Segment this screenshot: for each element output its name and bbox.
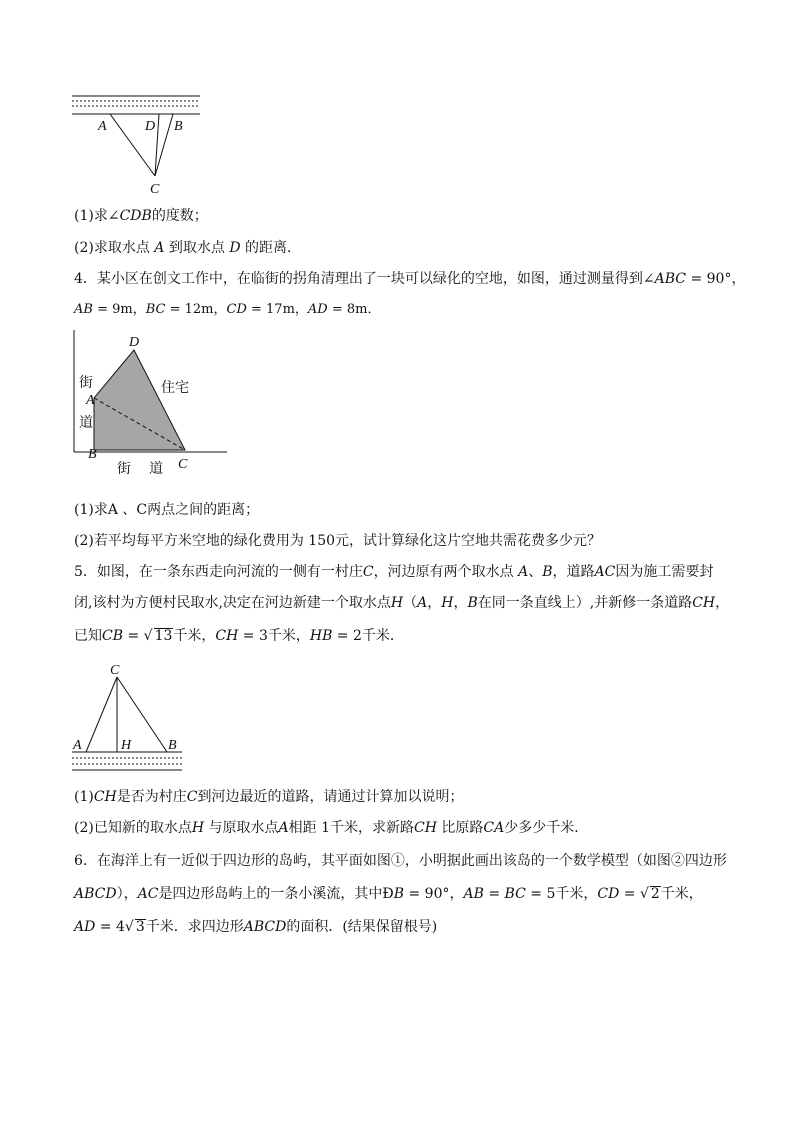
q5-line1: 5．如图，在一条东西走向河流的一侧有一村庄C，河边原有两个取水点 A、B，道路AC因为施工需要封 — [74, 564, 714, 580]
segment-DC — [155, 114, 159, 176]
street-label-vertical-1: 街 — [79, 375, 93, 391]
q5-part2: (2)已知新的取水点H 与原取水点A相距 1千米，求新路CH 比原路CA少多少千米． — [74, 820, 589, 836]
segment-BC — [155, 114, 173, 176]
label-B: B — [174, 119, 183, 134]
figure-quadrilateral — [70, 330, 235, 480]
label-A: A — [98, 119, 107, 134]
label-A: A — [73, 738, 82, 753]
q5-line3: 已知CB = √ 13千米，CH = 3千米，HB = 2千米． — [74, 628, 404, 644]
label-A: A — [86, 393, 95, 408]
q4-line2: AB = 9m，BC = 12m，CD = 17m，AD = 8m． — [74, 302, 381, 317]
label-B: B — [88, 447, 97, 462]
label-D: D — [145, 119, 156, 134]
label-H: H — [121, 738, 132, 753]
figure-river-1 — [70, 92, 205, 202]
green-area — [94, 350, 185, 450]
street-label-horizontal-1: 街 — [117, 461, 131, 477]
q4-line1: 4．某小区在创文工作中，在临街的拐角清理出了一块可以绿化的空地，如图，通过测量得到∠ABC = 90°， — [74, 271, 746, 287]
label-C: C — [178, 457, 188, 472]
q3-part1: (1)求∠CDB的度数； — [74, 208, 208, 224]
q5-line2: 闭,该村为方便村民取水,决定在河边新建一个取水点H（A，H，B在同一条直线上）,并新修一条道路CH， — [74, 595, 730, 611]
street-label-horizontal-2: 道 — [149, 461, 163, 477]
segment-AC — [86, 677, 117, 752]
label-B: B — [168, 738, 177, 753]
q4-part2: (2)若平均每平方米空地的绿化费用为 150元，试计算绿化这片空地共需花费多少元？ — [74, 533, 602, 549]
q6-line2: ABCD），AC是四边形岛屿上的一条小溪流，其中ÐB = 90°，AB = BC = 5千米，CD = √ 2千米， — [74, 886, 703, 902]
q6-line1: 6．在海洋上有一近似于四边形的岛屿，其平面如图①，小明据此画出该岛的一个数学模型（如图②四边形 — [74, 853, 727, 869]
residence-label: 住宅 — [161, 380, 189, 396]
q6-line3: AD = 4√ 3千米．求四边形ABCD的面积．(结果保留根号) — [74, 919, 438, 935]
q4-part1: (1)求A 、C两点之间的距离； — [74, 502, 260, 518]
figure-river-2 — [70, 658, 195, 778]
label-C: C — [150, 182, 160, 197]
q3-part2: (2)求取水点 A 到取水点 D 的距离． — [74, 240, 302, 256]
label-C: C — [110, 663, 120, 678]
label-D: D — [129, 335, 140, 350]
street-label-vertical-2: 道 — [79, 415, 93, 431]
q5-part1: (1)CH是否为村庄C到河边最近的道路，请通过计算加以说明； — [74, 789, 464, 805]
